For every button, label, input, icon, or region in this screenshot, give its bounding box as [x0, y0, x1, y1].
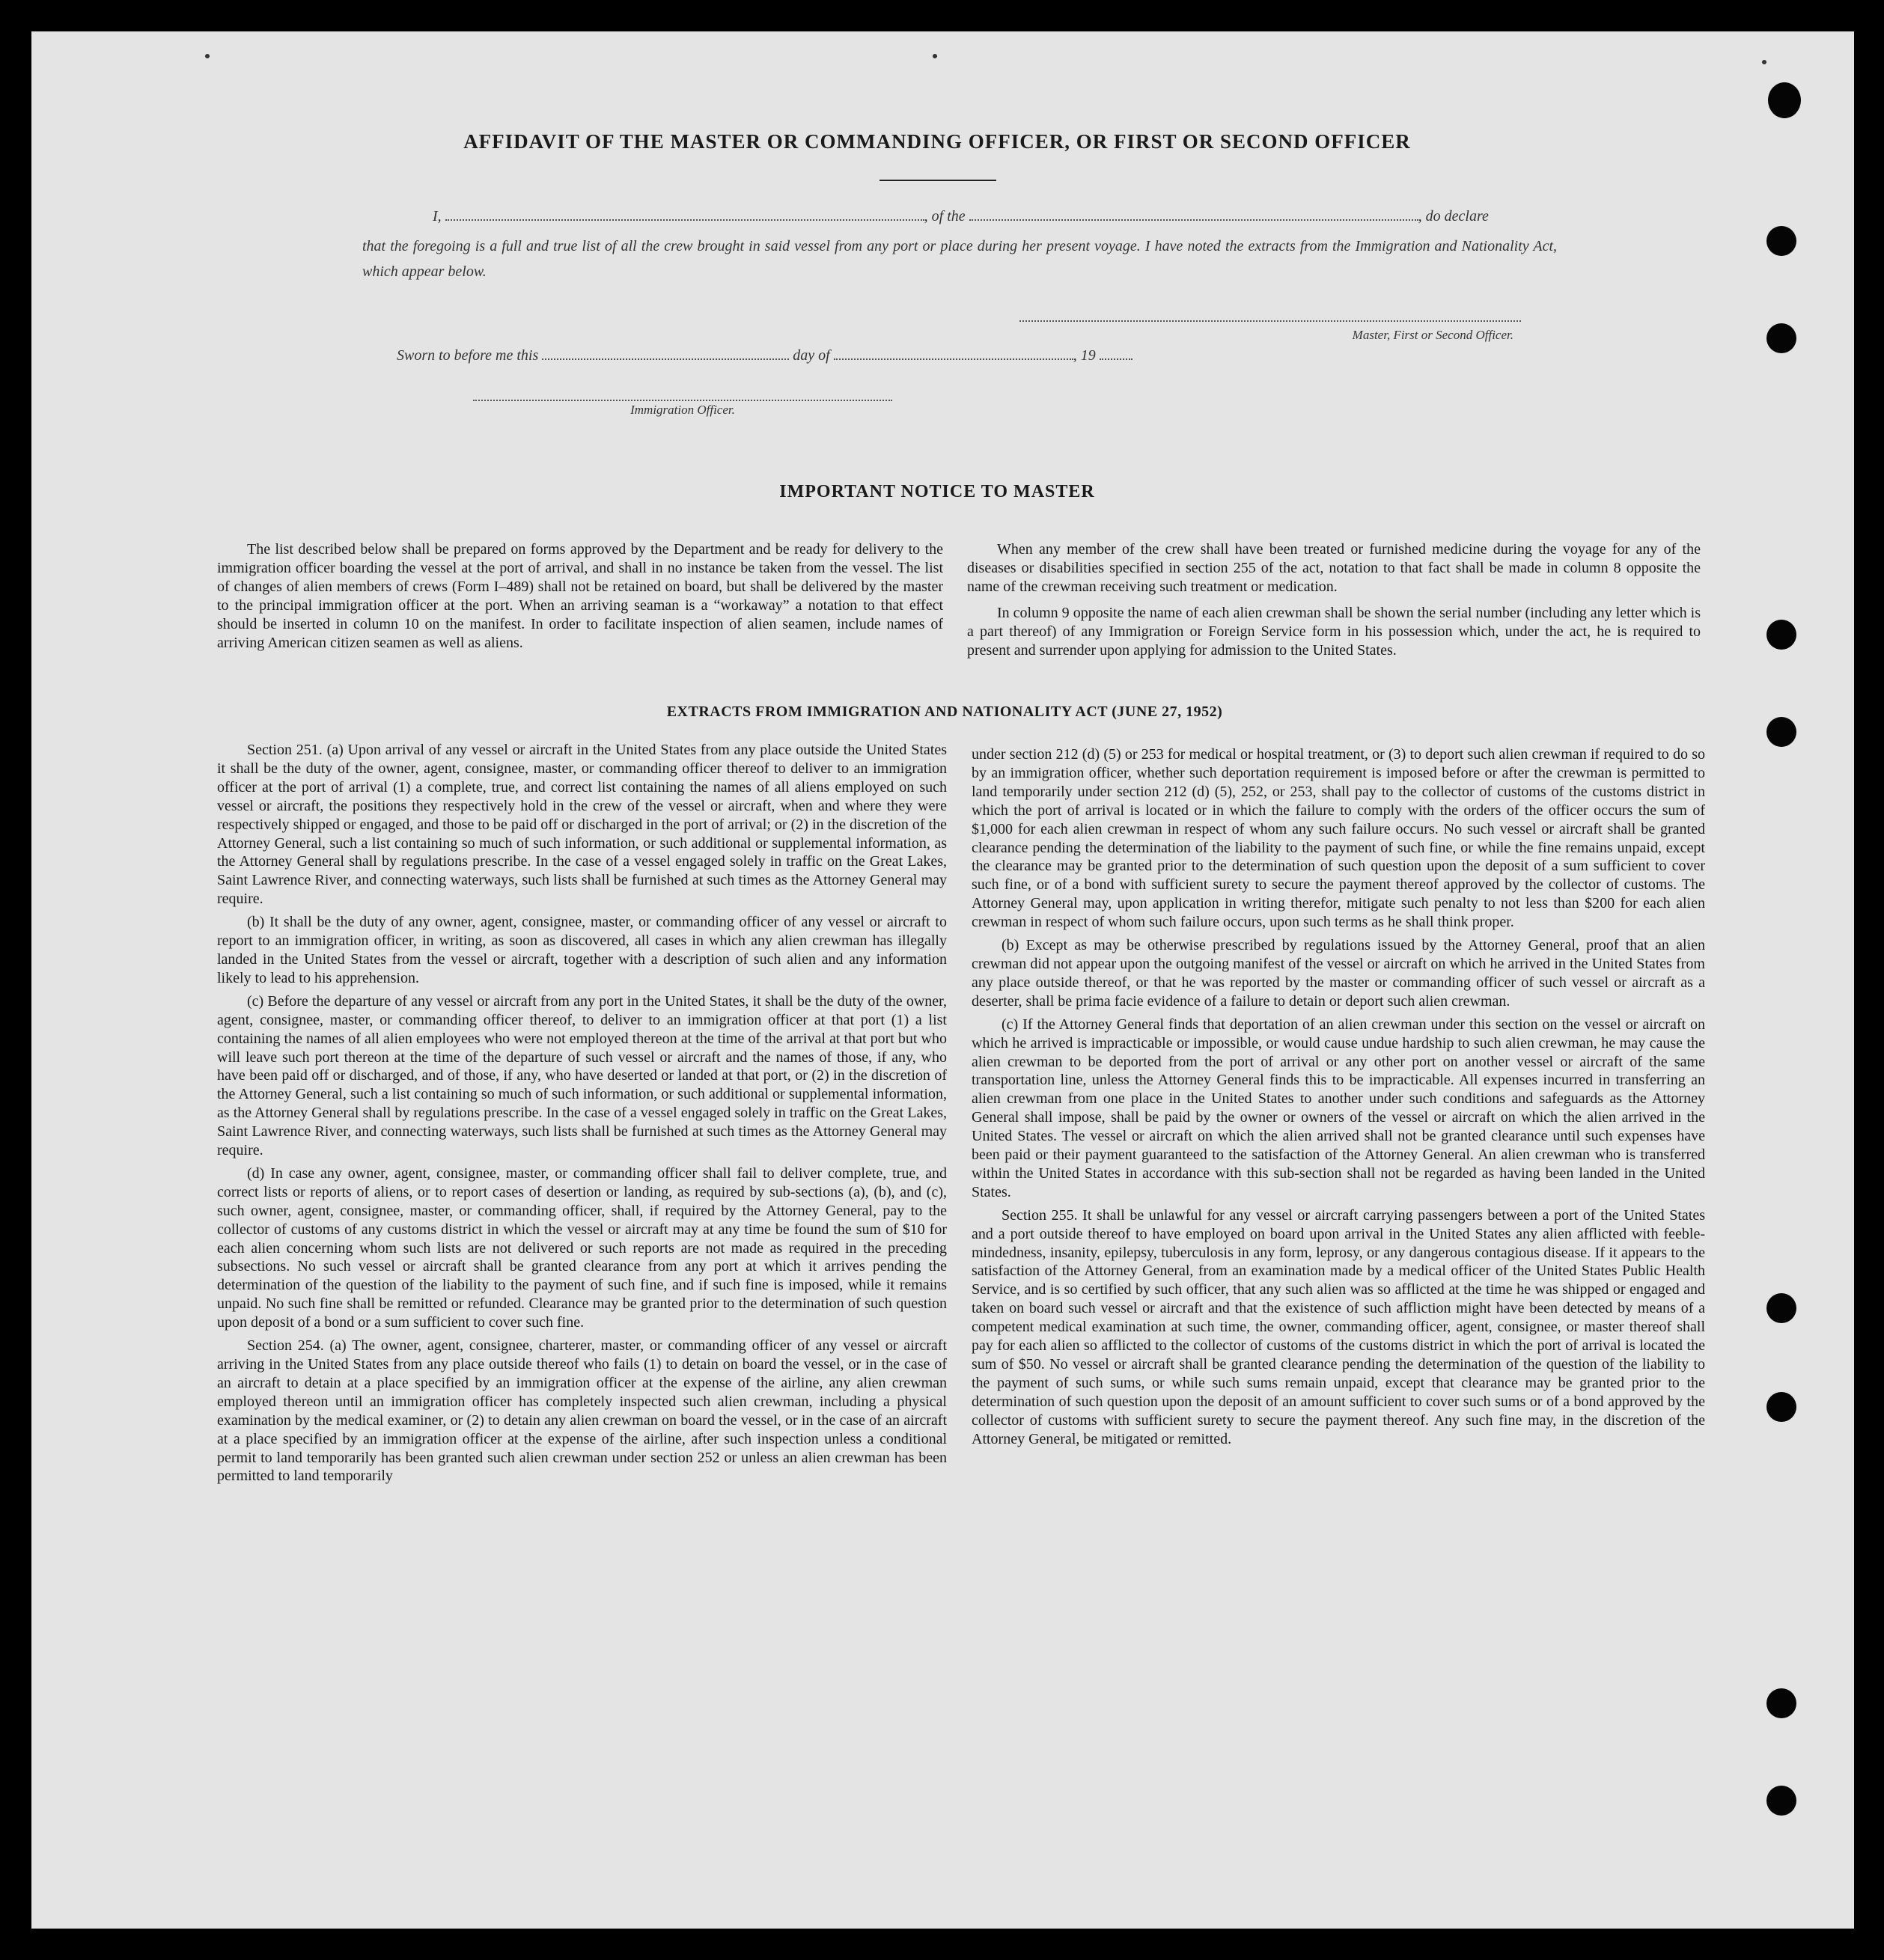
- declaration-text: that the foregoing is a full and true list of all the crew brought in said vessel from any port or place during her present voyage. I have noted the extracts from the Immigration and Nationality Act, which appear below.: [362, 238, 1557, 280]
- officer-signature-caption: Immigration Officer.: [630, 403, 735, 417]
- day-blank[interactable]: [542, 358, 789, 360]
- notice-paragraph: The list described below shall be prepared on forms approved by the Department and be ready for delivery to the immigration officer boarding the vessel at the port of arrival, and shall in no instance be taken from the vessel. The list of changes of alien members of crews (Form I–489) shall not be retained on board, but shall be delivered by the master to the principal immigration officer at the port. When an arriving seaman is a “workaway” a notation to that effect should be inserted in column 10 on the manifest. In order to facilitate inspection of alien seamen, include names of arriving American citizen seamen as well as aliens.: [217, 541, 943, 651]
- extracts-right-column: [972, 745, 1705, 1453]
- month-blank[interactable]: [834, 358, 1073, 360]
- of-the-label: , of the: [924, 208, 966, 225]
- title-divider: [879, 180, 996, 181]
- master-signature-caption: Master, First or Second Officer.: [1352, 328, 1513, 342]
- do-declare-label: , do declare: [1418, 208, 1489, 225]
- section-paragraph: (b) Except as may be otherwise prescribed by regulations issued by the Attorney General, proof that an alien crewman did not appear upon the outgoing manifest of the vessel or aircraft on which he arrived in the United States from any place outside thereof, or that he was reported by the master or commanding officer of such vessel or aircraft as a deserter, shall be prima facie evidence of a failure to detain or deport such alien crewman.: [972, 937, 1705, 1010]
- officer-signature-line[interactable]: [473, 400, 892, 401]
- section-paragraph: (c) If the Attorney General finds that deportation of an alien crewman under this section on the vessel or aircraft on which he arrived is impracticable or impossible, or would cause undue hardship to such alien crewman, he may cause the alien crewman to be deported from the port of arrival or any other port on another vessel or aircraft of the same transportation line, unless the Attorney General finds this to be impracticable. All expenses incurred in transferring an alien crewman from one place in the United States to another under such conditions and safeguards as the Attorney General shall impose, shall be paid by the owner or owners of the vessel or aircraft on which the alien arrived in the United States. The vessel or aircraft on which the alien arrived shall not be granted clearance until such expenses have been paid or their payment guaranteed to the satisfaction of the Attorney General. An alien crewman who is transferred within the United States in accordance with this sub-section shall not be regarded as having been landed in the United States.: [972, 1016, 1705, 1200]
- notice-paragraph: In column 9 opposite the name of each alien crewman shall be shown the serial number (including any letter which is a part thereof) of any Immigration or Foreign Service form in his possession which, under the act, he is required to present and surrender upon applying for admission to the United States.: [967, 604, 1701, 659]
- document-page: [31, 31, 1854, 1929]
- speck-mark: [1762, 60, 1766, 64]
- punch-hole: [1766, 1688, 1796, 1718]
- year-blank[interactable]: [1100, 358, 1132, 360]
- punch-hole: [1766, 323, 1796, 353]
- punch-hole: [1766, 717, 1796, 747]
- section-paragraph: Section 254. (a) The owner, agent, consignee, charterer, master, or commanding officer of any vessel or aircraft arriving in the United States from any place outside thereof who fails (1) to detain on board the vessel, or in the case of an aircraft to detain at a place specified by an immigration officer at the expense of the airline, any alien crewman employed thereon until an immigration officer has completely inspected such alien crewman, including a physical examination by the medical examiner, or (2) to detain any alien crewman on board the vessel, or in the case of an aircraft at a place specified by an immigration officer at the expense of the airline, after such inspection unless a conditional permit to land temporarily has been granted such alien crewman under section 252 or unless an alien crewman has been permitted to land temporarily: [217, 1337, 947, 1485]
- declaration-line: [433, 208, 1555, 225]
- extracts-title: EXTRACTS FROM IMMIGRATION AND NATIONALITY ACT (JUNE 27, 1952): [666, 703, 1223, 720]
- notice-title: IMPORTANT NOTICE TO MASTER: [779, 482, 1095, 501]
- section-paragraph: (d) In case any owner, agent, consignee, master, or commanding officer shall fail to deliver complete, true, and correct lists or reports of aliens, or to report cases of desertion or landing, as required by sub-sections (a), (b), and (c), such owner, agent, consignee, master, or commanding officer, shall, if required by the Attorney General, pay to the collector of customs of any customs district in which the vessel or aircraft may at any time be found the sum of $10 for each alien concerning whom such lists are not delivered or such reports are not made as required in the preceding subsections. No such vessel or aircraft shall be granted clearance from any port at which it arrives pending the determination of the question of the liability to the payment of such fine, and if such fine is imposed, while it remains unpaid. No such fine shall be remitted or refunded. Clearance may be granted prior to the determination of such question upon deposit of a bond or a sum sufficient to cover such fine.: [217, 1164, 947, 1331]
- extracts-left-column: [217, 741, 947, 1490]
- section-paragraph: Section 255. It shall be unlawful for any vessel or aircraft carrying passengers between a port of the United States and a port outside thereof to have employed on board upon arrival in the United States any alien afflicted with feeble-mindedness, insanity, epilepsy, tuberculosis in any form, leprosy, or any dangerous contagious disease. If it appears to the satisfaction of the Attorney General, from an examination made by a medical officer of the United States Public Health Service, and is so certified by such officer, that any such alien was so afflicted at the time he was shipped or engaged and taken on board such vessel or aircraft and that the existence of such affliction might have been detected by means of a competent medical examination at such time, the owner, commanding officer, agent, consignee, or master thereof shall pay for each alien so afflicted to the collector of customs of the customs district in which the port of arrival is located the sum of $50. No vessel or aircraft shall be granted clearance pending the determination of the question of the liability to the payment of such sums, or while such sums remain unpaid, except that clearance may be granted prior to the determination of such question upon the deposit of an amount sufficient to cover such sums or of a bond approved by the collector of customs with sufficient surety to secure the payment thereof. Any such fine may, in the discretion of the Attorney General, be mitigated or remitted.: [972, 1206, 1705, 1447]
- day-of-label: day of: [793, 347, 830, 364]
- punch-hole: [1766, 226, 1796, 256]
- punch-hole: [1766, 1293, 1796, 1323]
- section-paragraph: (c) Before the departure of any vessel or aircraft from any port in the United States, it shall be the duty of the owner, agent, consignee, master, or commanding officer thereof, to deliver to an immigration officer at that port (1) a list containing the names of all alien employees who were not employed thereon at the time of the arrival at that port but who will leave such port thereon at the time of the departure of such vessel or aircraft and the names of those, if any, who have been paid off or discharged, and of those, if any, who have deserted or landed at that port, or (2) in the discretion of the Attorney General, such a list containing so much of such information, or such additional or supplemental information, as the Attorney General shall by regulations prescribe. In the case of a vessel engaged solely in traffic on the Great Lakes, Saint Lawrence River, and connecting waterways, such lists shall be furnished at such times as the Attorney General may require.: [217, 992, 947, 1159]
- vessel-blank[interactable]: [969, 219, 1418, 221]
- notice-right-column: [967, 540, 1701, 664]
- name-blank[interactable]: [445, 219, 924, 221]
- sworn-label: Sworn to before me this: [397, 347, 539, 364]
- sworn-line: [397, 347, 1132, 364]
- i-label: I,: [433, 208, 442, 225]
- year-label: , 19: [1073, 347, 1096, 364]
- notice-left-column: [217, 540, 943, 656]
- speck-mark: [933, 54, 937, 58]
- punch-hole: [1766, 1786, 1796, 1816]
- speck-mark: [205, 54, 210, 58]
- section-paragraph: under section 212 (d) (5) or 253 for medical or hospital treatment, or (3) to deport such alien crewman if required to do so by an immigration officer, whether such deportation requirement is imposed before or after the crewman is permitted to land temporarily under section 212 (d) (5), 252, or 253, shall pay to the collector of customs of the customs district in which the port of arrival is located or in which the failure to comply with the orders of the officer occurs the sum of $1,000 for each alien crewman in respect of whom any such failure occurs. No such vessel or aircraft shall be granted clearance pending the determination of the liability to the payment of such fine, or while the fine remains unpaid, except the clearance may be granted prior to the determination of such question upon the deposit of a sum sufficient to cover such fine, or of a bond with sufficient surety to secure the payment thereof approved by the collector of customs. The Attorney General may, upon application in writing therefor, mitigate such penalty to not less than $200 for each alien crewman in respect of whom such failure occurs, upon such terms as he shall think proper.: [972, 746, 1705, 931]
- punch-hole: [1766, 1392, 1796, 1422]
- section-paragraph: (b) It shall be the duty of any owner, agent, consignee, master, or commanding officer of any vessel or aircraft to report to an immigration officer, in writing, as soon as discovered, all cases in which any alien crewman has illegally landed in the United States from the vessel or aircraft, together with a description of such alien and any information likely to lead to his apprehension.: [217, 914, 947, 986]
- notice-paragraph: When any member of the crew shall have been treated or furnished medicine during the voyage for any of the diseases or disabilities specified in section 255 of the act, notation to that fact shall be made in column 8 opposite the name of the crewman receiving such treatment or medication.: [967, 541, 1701, 595]
- punch-hole: [1768, 82, 1801, 118]
- affidavit-title: AFFIDAVIT OF THE MASTER OR COMMANDING OFFICER, OR FIRST OR SECOND OFFICER: [463, 130, 1411, 153]
- punch-hole: [1766, 620, 1796, 650]
- section-paragraph: Section 251. (a) Upon arrival of any vessel or aircraft in the United States from any place outside the United States it shall be the duty of the owner, agent, consignee, master, or commanding officer thereof to deliver to an immigration officer at the port of arrival (1) a complete, true, and correct list containing the names of all aliens employed on such vessel or aircraft, the positions they respectively hold in the crew of the vessel or aircraft, when and where they were respectively shipped or engaged, and those to be paid off or discharged in the port of arrival; or (2) in the discretion of the Attorney General, such a list containing so much of such information, or such additional or supplemental information, as the Attorney General shall by regulations prescribe. In the case of a vessel engaged solely in traffic on the Great Lakes, Saint Lawrence River, and connecting waterways, such lists shall be furnished at such times as the Attorney General may require.: [217, 742, 947, 908]
- master-signature-line[interactable]: [1019, 320, 1521, 322]
